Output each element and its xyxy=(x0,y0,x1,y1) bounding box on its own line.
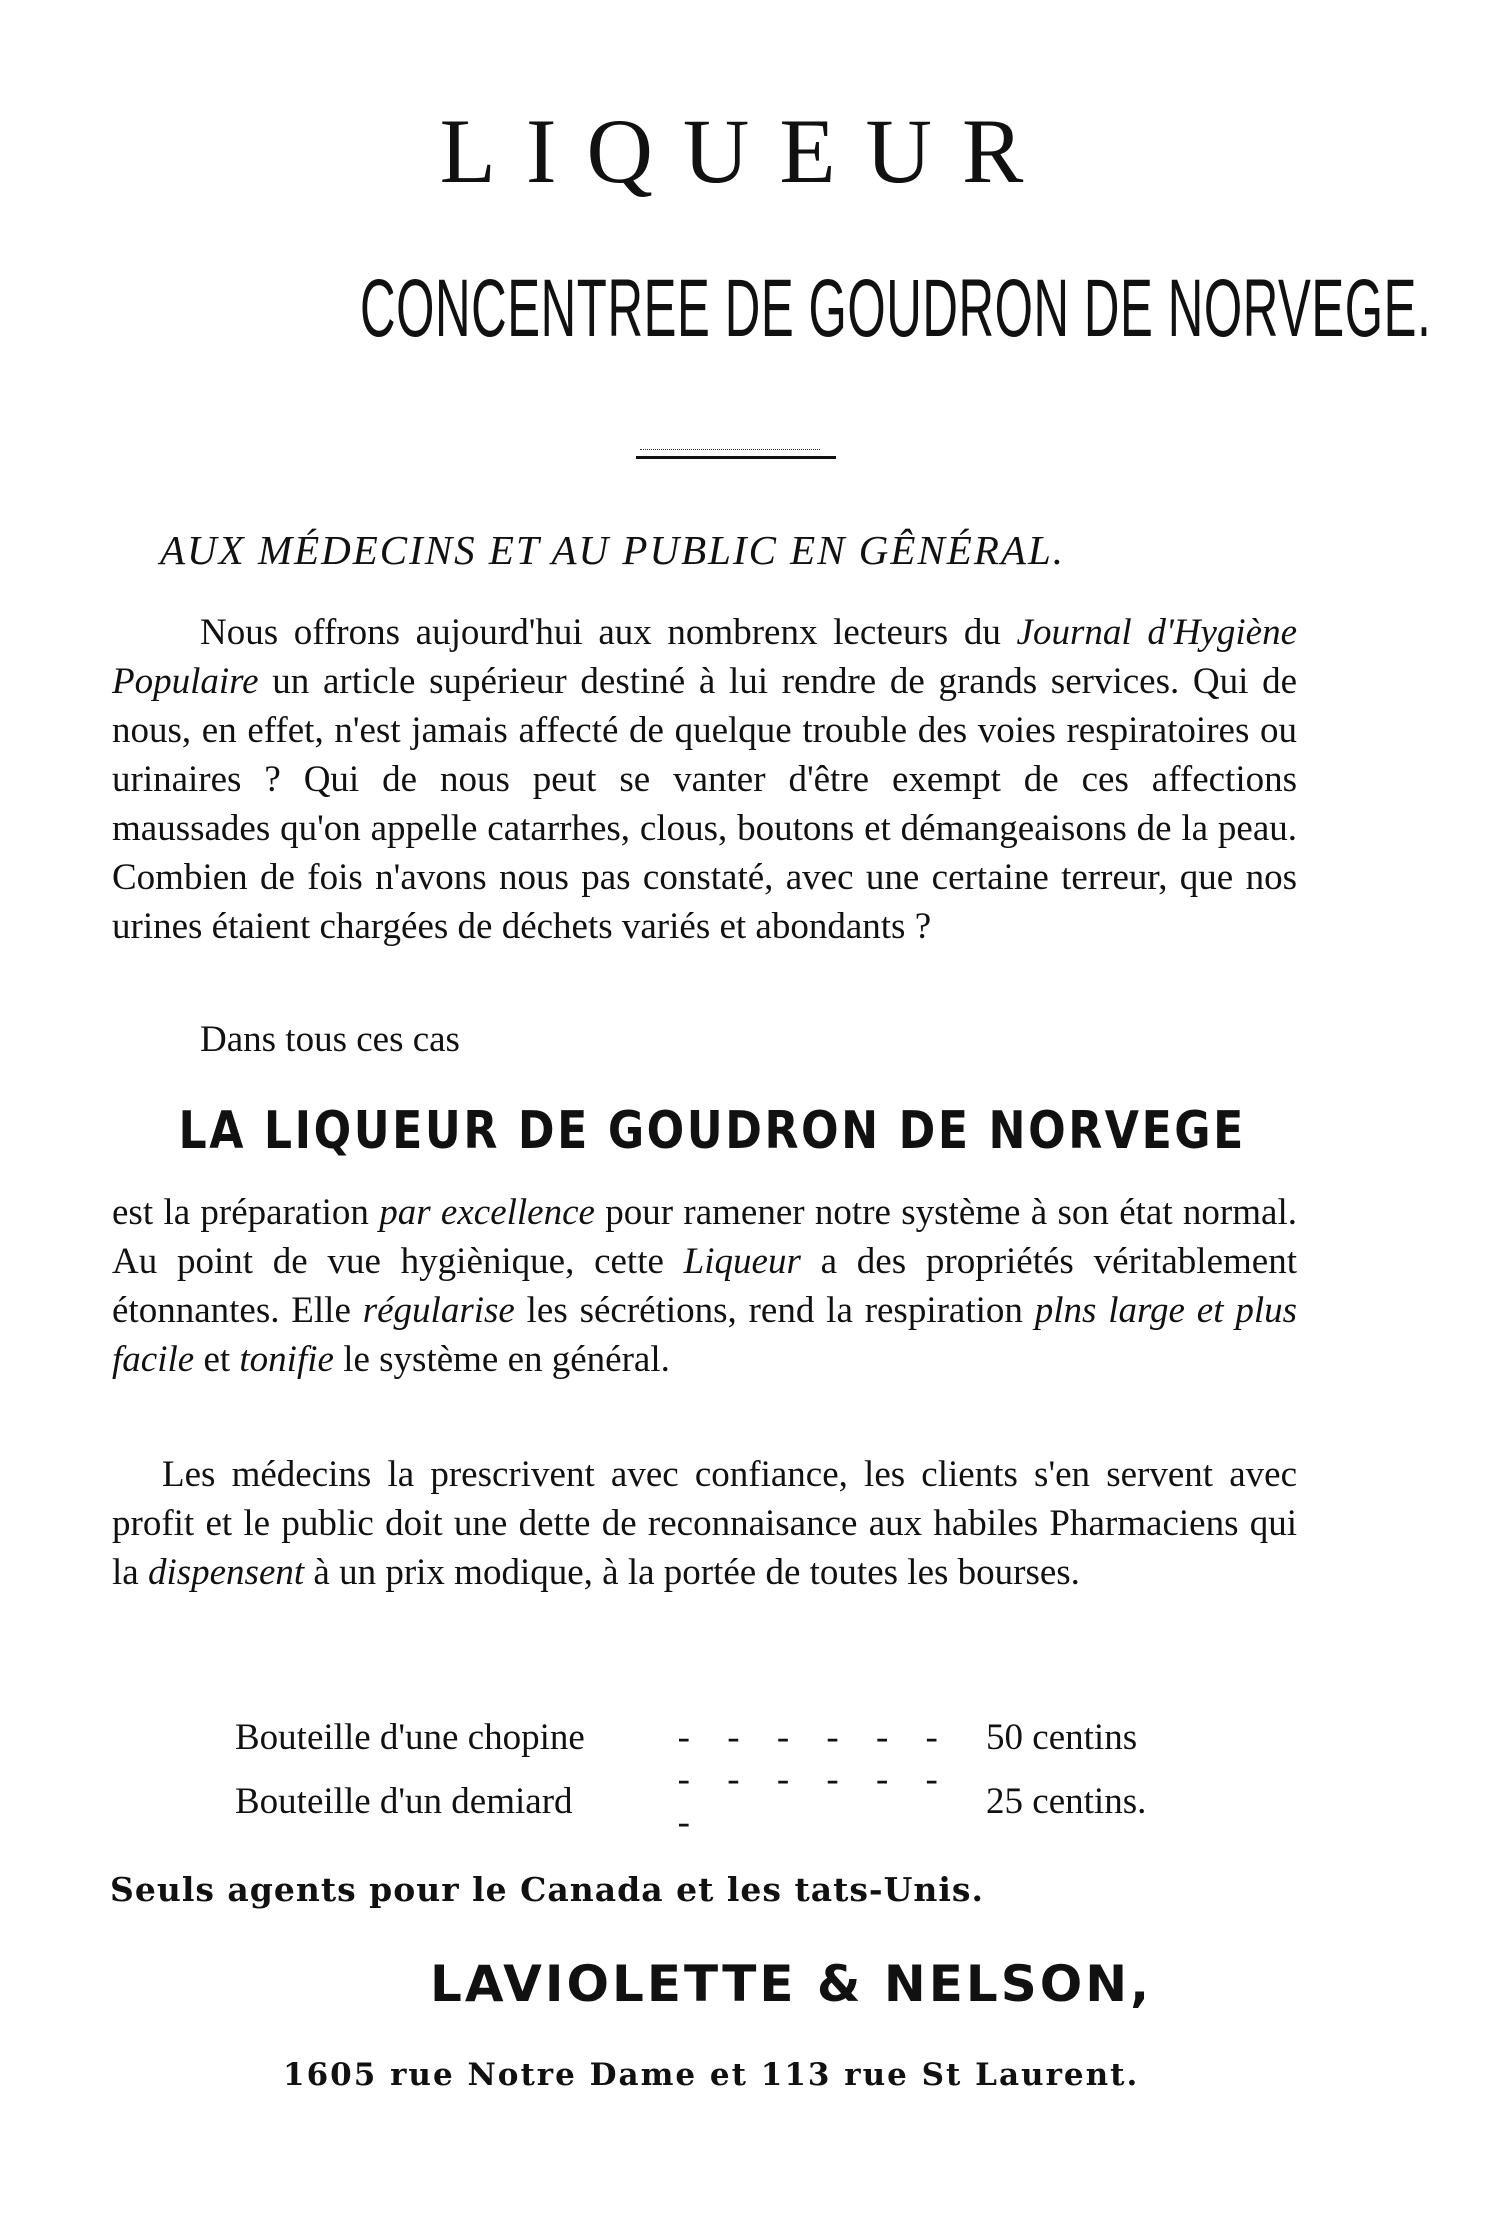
paragraph-intro-start: Nous offrons aujourd'hui aux nombrenx lecteurs du xyxy=(200,612,1017,653)
emphasis-run: Liqueur xyxy=(683,1241,801,1282)
text-run: pour ramener notre système à son état normal. Au point de vue hygiènique, cette xyxy=(112,1192,1297,1282)
product-heading: LA LIQUEUR DE GOUDRON DE NORVEGE xyxy=(178,1101,1246,1161)
company-name: LAVIOLETTE & NELSON, xyxy=(430,1955,1153,2013)
section-heading: AUX MÉDECINS ET AU PUBLIC EN GÊNÉRAL. xyxy=(160,527,1065,573)
emphasis-run: plns large et plus facile xyxy=(112,1290,1298,1380)
page-title: LIQUEUR xyxy=(439,100,1054,202)
price-list xyxy=(235,1705,1185,1843)
paragraph-description xyxy=(112,1188,1297,1384)
leader-dots: - - - - - - - xyxy=(677,1759,952,1843)
paragraph-intro xyxy=(112,608,1297,951)
emphasis-run: tonifie xyxy=(239,1339,334,1380)
paragraph-transition: Dans tous ces cas xyxy=(200,1019,460,1060)
ornamental-rule xyxy=(636,456,836,459)
page-subtitle: CONCENTREE DE GOUDRON DE NORVEGE. xyxy=(360,263,1432,354)
text-run: le système en général. xyxy=(333,1339,670,1380)
emphasis-run: dispensent xyxy=(147,1552,305,1593)
company-address: 1605 rue Notre Dame et 113 rue St Laurent. xyxy=(283,2057,1140,2093)
journal-name: Journal d'Hygiène Populaire xyxy=(112,612,1298,702)
price-item: Bouteille d'un demiard xyxy=(235,1780,573,1822)
paragraph-endorsement xyxy=(112,1450,1297,1597)
price-value: 25 centins. xyxy=(986,1780,1147,1822)
price-row xyxy=(235,1759,1185,1843)
text-run: les sécrétions, rend la respiration xyxy=(514,1290,1035,1331)
leader-dots: - - - - - - xyxy=(677,1716,952,1758)
text-run: est la préparation xyxy=(112,1192,380,1233)
text-run: à un prix modique, à la portée de toutes les bourses. xyxy=(304,1552,1080,1593)
price-item: Bouteille d'une chopine xyxy=(235,1716,585,1758)
text-run: et xyxy=(194,1339,240,1380)
paragraph-intro-rest: un article supérieur destiné à lui rendre de grands services. Qui de nous, en effet, n'est jamais affecté de quelque trouble des voies respiratoires ou urinaires ? Qui de nous peut se vanter d'être exempt de ces affections maussades qu'on appelle catarrhes, clous, boutons et démangeaisons de la peau. Combien de fois n'avons nous pas constaté, avec une certaine terreur, que nos urines étaient chargées de déchets variés et abondants ? xyxy=(112,661,1297,947)
agents-line: Seuls agents pour le Canada et les tats-Unis. xyxy=(110,1870,984,1909)
text-run: Les médecins la prescrivent avec confiance, les clients s'en servent avec profit et le public doit une dette de reconnaisance aux habiles Pharmaciens qui la xyxy=(112,1454,1297,1593)
emphasis-run: régularise xyxy=(362,1290,515,1331)
emphasis-run: par excellence xyxy=(379,1192,595,1233)
price-value: 50 centins xyxy=(986,1716,1138,1758)
ornamental-rule-dotted xyxy=(640,449,820,450)
text-run: a des propriétés véritablement étonnantes. Elle xyxy=(112,1241,1297,1331)
